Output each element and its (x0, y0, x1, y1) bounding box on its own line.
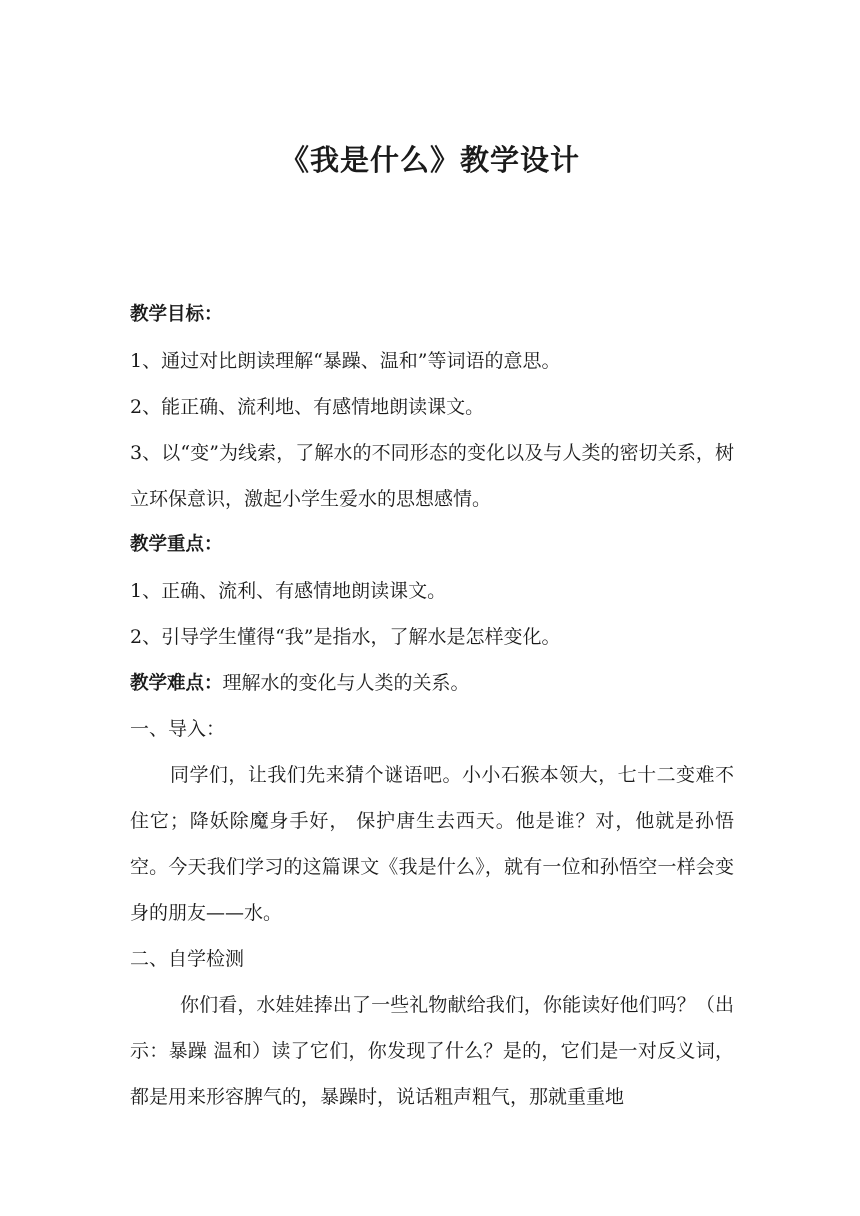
intro-heading: 一、导入： (130, 718, 226, 740)
goal-item-1: 1、通过对比朗读理解“暴躁、温和”等词语的意思。 (130, 350, 561, 372)
selfstudy-paragraph: 你们看，水娃娃捧出了一些礼物献给我们，你能读好他们吗？（出示：暴躁 温和）读了它们，你发现了什么？是的，它们是一对反义词，都是用来形容脾气的，暴躁时，说话粗声粗气，那就重重地 (130, 994, 734, 1108)
key-points-heading: 教学重点： (130, 534, 223, 555)
document-body (130, 292, 734, 1120)
difficulty-line (130, 660, 734, 706)
selfstudy-heading: 二、自学检测 (130, 948, 245, 970)
goal-item-2: 2、能正确、流利地、有感情地朗读课文。 (130, 396, 485, 418)
difficulty-heading: 教学难点： (130, 673, 223, 694)
document-title: 《我是什么》教学设计 (279, 143, 580, 177)
key-point-item-2: 2、引导学生懂得“我”是指水，了解水是怎样变化。 (130, 626, 561, 648)
goals-heading: 教学目标： (130, 304, 223, 325)
goal-item-3: 3、以“变”为线索，了解水的不同形态的变化以及与人类的密切关系，树立环保意识，激起小学生爱水的思想感情。 (130, 442, 734, 510)
difficulty-text: 理解水的变化与人类的关系。 (222, 672, 470, 694)
intro-paragraph: 同学们，让我们先来猜个谜语吧。小小石猴本领大，七十二变难不住它；降妖除魔身手好， 保护唐生去西天。他是谁？对，他就是孙悟空。今天我们学习的这篇课文《我是什么》，就有一位和孙悟空一样会变身的朋友——水。 (130, 764, 734, 924)
key-point-item-1: 1、正确、流利、有感情地朗读课文。 (130, 580, 447, 602)
